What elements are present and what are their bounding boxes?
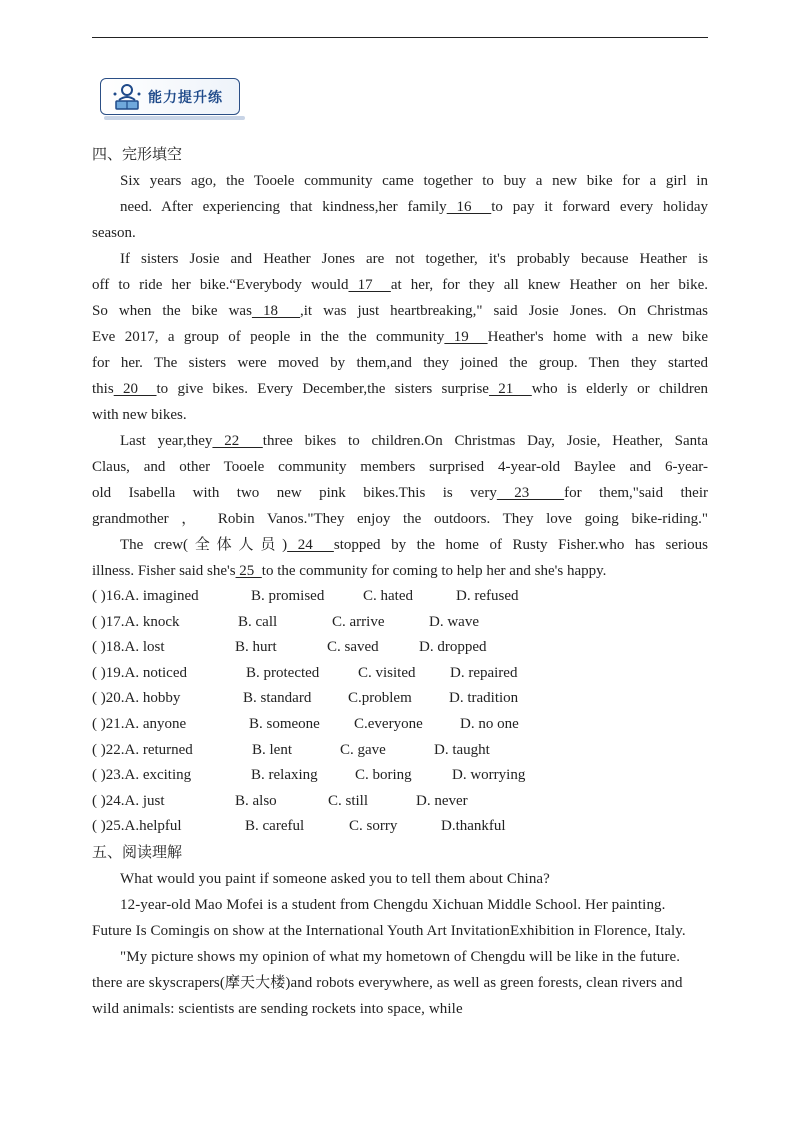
text-line: So when the bike was 18 ,it was just heartbreaking," said Josie Jones. On Christmas [92,303,709,319]
blank-22: 22 [212,433,263,449]
text-line: Claus, and other Tooele community members surprised 4-year-old Baylee and 6-year- [92,459,708,475]
question-16: ( )16.A. imagined B. promised C. hated D. refused [92,588,519,604]
question-21: ( )21.A. anyone B. someone C.everyone D. no one [92,715,519,732]
blank-19: 19 [444,329,488,345]
question-17: ( )17.A. knock B. call C. arrive D. wave [92,613,479,630]
question-24: ( )24.A. just B. also C. still D. never [92,792,468,809]
cloze-paragraph-3 [92,428,708,532]
blank-25: 25 [235,563,262,579]
question-23: ( )23.A. exciting B. relaxing C. boring D. worrying [92,767,526,784]
blank-18: 18 [251,303,300,319]
question-20: ( )20.A. hobby B. standard C.problem D. tradition [92,690,519,707]
cloze-paragraph-2 [92,246,708,428]
top-rule [92,37,708,38]
reading-paragraph-3: "My picture shows my opinion of what my hometown of Chengdu will be like in the future. there are skyscrapers(摩天大楼)and robots everywhere, as well as green forests, clean rivers and wild animals: scientists are sending rockets into space, while [92,948,683,1017]
text-line: off to ride her bike.“Everybody would 17 at her, for they all knew Heather on her bike. [92,277,708,293]
reading-paragraph-2: 12-year-old Mao Mofei is a student from Chengdu Xichuan Middle School. Her painting. Future Is Comingis on show at the International Youth Art InvitationExhibition in Florence, Italy. [92,896,686,939]
question-list [92,584,708,840]
blank-16: 16 [446,199,492,215]
text-line: If sisters Josie and Heather Jones are not together, it's probably because Heather is [120,251,708,267]
section-4-heading: 四、完形填空 [92,147,183,163]
blank-23: 23 [496,485,565,501]
reading-paragraph-1: What would you paint if someone asked you to tell them about China? [120,870,550,887]
section-5-heading: 五、阅读理解 [92,844,183,861]
blank-20: 20 [113,381,157,397]
section-banner [100,78,240,115]
text-line: Last year,they 22 three bikes to children.On Christmas Day, Josie, Heather, Santa [120,433,708,449]
question-25: ( )25.A.helpful B. careful C. sorry D.thankful [92,818,506,835]
cloze-paragraph-1 [92,168,708,246]
cloze-paragraph-4 [92,532,708,584]
text-line: for her. The sisters were moved by them,and they joined the group. Then they started [92,355,708,371]
banner-title: 能力提升练 [148,90,223,106]
text-line: need. After experiencing that kindness,her family 16 to pay it forward every holiday [120,199,708,215]
text-line: with new bikes. [92,407,187,423]
worksheet-content [92,142,708,1022]
question-18: ( )18.A. lost B. hurt C. saved D. dropped [92,639,487,656]
question-22: ( )22.A. returned B. lent C. gave D. taught [92,741,490,758]
text-line: season. [92,225,136,241]
blank-21: 21 [488,381,532,397]
text-line: Eve 2017, a group of people in the the community 19 Heather's home with a new bike [92,329,708,345]
blank-24: 24 [287,537,334,553]
text-line: this 20 to give bikes. Every December,the sisters surprise 21 who is elderly or children [92,381,709,397]
text-line: The crew(全体人员) 24 stopped by the home of Rusty Fisher.who has serious [120,537,708,553]
text-line: illness. Fisher said she's 25 to the community for coming to help her and she's happy. [92,563,607,579]
blank-17: 17 [348,277,391,293]
text-line: Six years ago, the Tooele community came together to buy a new bike for a girl in [120,173,708,189]
student-reading-icon [110,82,144,112]
question-19: ( )19.A. noticed B. protected C. visited D. repaired [92,664,518,681]
text-line: old Isabella with two new pink bikes.This is very 23 for them,"said their [92,485,708,501]
text-line: grandmother ， Robin Vanos."They enjoy the outdoors. They love going bike-riding." [92,511,708,527]
